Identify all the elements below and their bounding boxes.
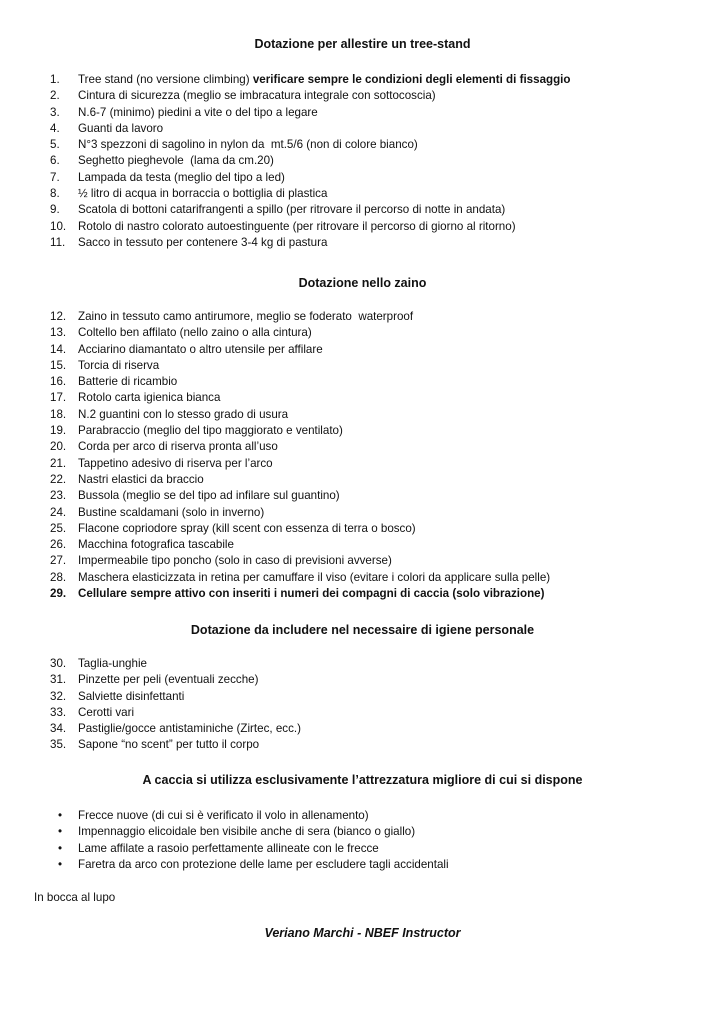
list-item — [50, 488, 710, 504]
list-item-text-plain: Taglia-unghie — [78, 657, 147, 670]
list-item-text-plain: Zaino in tessuto camo antirumore, meglio se foderato waterproof — [78, 310, 414, 323]
list-item-text-plain: Tree stand (no versione climbing) — [78, 73, 253, 86]
list-item-text — [78, 407, 288, 423]
signature: Veriano Marchi - NBEF Instructor — [264, 926, 461, 940]
list-item — [50, 137, 710, 153]
list-item-text — [78, 656, 147, 672]
bullet-item-text: Impennaggio elicoidale ben visibile anche di sera (bianco o giallo) — [78, 825, 416, 839]
list-item-text — [78, 505, 264, 521]
list-item — [50, 472, 710, 488]
list-item-number: 35. — [50, 738, 67, 752]
list-item-text — [78, 705, 134, 721]
bullet-item-text: Frecce nuove (di cui si è verificato il volo in allenamento) — [78, 809, 369, 822]
list-item-text — [78, 689, 184, 705]
list-item-text — [78, 721, 301, 737]
list-item-number: 19. — [50, 424, 67, 438]
list-item — [50, 72, 710, 88]
list-item-text-plain: Pastiglie/gocce antistaminiche (Zirtec, ecc.) — [78, 722, 301, 736]
list-item — [50, 105, 710, 121]
list-item-number: 30. — [50, 657, 67, 670]
list-item-text-plain: Tappetino adesivo di riserva per l’arco — [78, 456, 273, 470]
list-item — [50, 325, 710, 341]
list-item-text-plain: Cellulare sempre attivo con inseriti i numeri dei compagni di caccia (solo vibrazione) — [78, 587, 545, 601]
section-title-zaino: Dotazione nello zaino — [298, 276, 427, 290]
list-item-text — [78, 456, 273, 472]
list-item-number: 15. — [50, 358, 67, 372]
list-item — [50, 705, 710, 721]
list-item-number: 33. — [50, 705, 67, 719]
list-item — [50, 689, 710, 705]
list-item — [50, 121, 710, 137]
list-item-number: 18. — [50, 407, 67, 421]
list-item-number: 2. — [50, 89, 60, 103]
list-item-number: 32. — [50, 689, 67, 703]
list-item-text — [78, 235, 327, 251]
section-title-tree-stand: Dotazione per allestire un tree-stand — [254, 37, 471, 51]
list-item-text-plain: Parabraccio (meglio del tipo maggiorato e ventilato) — [78, 424, 343, 438]
list-item — [50, 537, 710, 553]
list-item-number: 12. — [50, 310, 67, 323]
list-item-text — [78, 202, 505, 218]
igiene-list — [50, 656, 710, 754]
list-item-number: 20. — [50, 440, 67, 454]
list-item-number: 10. — [50, 219, 67, 233]
list-item-text-plain: Batterie di ricambio — [78, 375, 178, 389]
list-item-number: 29. — [50, 587, 67, 601]
list-item-number: 31. — [50, 673, 67, 687]
list-item-text-plain: Impermeabile tipo poncho (solo in caso di previsioni avverse) — [78, 554, 392, 568]
list-item-number: 8. — [50, 187, 60, 201]
list-item-number: 5. — [50, 138, 60, 152]
list-item-text — [78, 105, 318, 121]
list-item-text-plain: Lampada da testa (meglio del tipo a led) — [78, 170, 285, 184]
list-item-text — [78, 170, 285, 186]
list-item-number: 27. — [50, 554, 67, 568]
list-item — [50, 737, 710, 753]
list-item — [50, 656, 710, 672]
list-item — [50, 390, 710, 406]
list-item — [50, 672, 710, 688]
list-item — [50, 586, 710, 602]
list-item-number: 23. — [50, 489, 67, 503]
list-item-text-bold: verificare sempre le condizioni degli elementi di fissaggio — [252, 73, 571, 86]
list-item — [50, 423, 710, 439]
list-item-text-plain: N°3 spezzoni di sagolino in nylon da mt.5/6 (non di colore bianco) — [78, 138, 418, 152]
bullet-item — [50, 841, 710, 857]
bullet-item — [50, 808, 710, 824]
list-item-number: 16. — [50, 375, 67, 389]
attrezzatura-bullet-list — [50, 808, 710, 873]
list-item-text-plain: Acciarino diamantato o altro utensile per affilare — [78, 342, 323, 356]
list-item-text-plain: Maschera elasticizzata in retina per camuffare il viso (evitare i colori da applicare sulla pelle) — [78, 570, 551, 584]
list-item — [50, 721, 710, 737]
list-item-number: 17. — [50, 391, 67, 405]
tree-stand-list — [50, 72, 710, 251]
list-item — [50, 170, 710, 186]
bullet-dot-icon: • — [58, 825, 63, 839]
list-item-text — [78, 72, 570, 88]
list-item-text-plain: Rotolo carta igienica bianca — [78, 391, 221, 405]
list-item-text — [78, 137, 418, 153]
bullet-item — [50, 824, 710, 840]
bullet-item-text: Faretra da arco con protezione delle lame per escludere tagli accidentali — [78, 857, 449, 871]
list-item-text-plain: Seghetto pieghevole (lama da cm.20) — [78, 154, 274, 168]
list-item-text — [78, 374, 177, 390]
list-item-number: 22. — [50, 472, 67, 486]
list-item — [50, 309, 710, 325]
list-item-text — [78, 153, 274, 169]
bullet-item-text: Lame affilate a rasoio perfettamente allineate con le frecce — [78, 841, 379, 855]
list-item-text — [78, 121, 163, 137]
list-item-number: 9. — [50, 203, 60, 217]
list-item-number: 24. — [50, 505, 67, 519]
list-item-number: 11. — [50, 235, 66, 249]
list-item-text-plain: Sacco in tessuto per contenere 3-4 kg di pastura — [78, 235, 328, 249]
list-item — [50, 219, 710, 235]
zaino-list — [50, 309, 710, 602]
list-item-number: 34. — [50, 722, 67, 736]
list-item — [50, 88, 710, 104]
list-item-number: 6. — [50, 154, 60, 168]
list-item-text-plain: Salviette disinfettanti — [78, 689, 185, 703]
closing-text: In bocca al lupo — [34, 891, 116, 904]
section-title-attrezzatura: A caccia si utilizza esclusivamente l’attrezzatura migliore di cui si dispone — [142, 773, 583, 787]
section-title-igiene: Dotazione da includere nel necessaire di igiene personale — [190, 623, 535, 637]
list-item — [50, 407, 710, 423]
list-item-number: 26. — [50, 538, 67, 552]
list-item-number: 4. — [50, 121, 60, 135]
list-item-text-plain: Bustine scaldamani (solo in inverno) — [78, 505, 265, 519]
list-item-text-plain: Corda per arco di riserva pronta all’uso — [78, 440, 278, 454]
list-item-text-plain: Macchina fotografica tascabile — [78, 538, 234, 552]
list-item — [50, 505, 710, 521]
list-item-text — [78, 423, 343, 439]
list-item — [50, 521, 710, 537]
list-item-text-plain: Nastri elastici da braccio — [78, 472, 204, 486]
list-item-number: 13. — [50, 326, 67, 340]
bullet-dot-icon: • — [58, 841, 63, 855]
list-item-text — [78, 488, 340, 504]
list-item-number: 14. — [50, 342, 67, 356]
list-item-text — [78, 358, 159, 374]
list-item-text — [78, 570, 550, 586]
bullet-item — [50, 857, 710, 873]
list-item-number: 21. — [50, 456, 67, 470]
list-item — [50, 202, 710, 218]
list-item — [50, 570, 710, 586]
list-item-text-plain: Sapone “no scent” per tutto il corpo — [78, 738, 260, 752]
list-item-text-plain: ½ litro di acqua in borraccia o bottiglia di plastica — [78, 187, 328, 201]
list-item-number: 28. — [50, 570, 67, 584]
list-item-text — [78, 342, 323, 358]
list-item-text — [78, 586, 544, 602]
list-item-text-plain: N.6-7 (minimo) piedini a vite o del tipo a legare — [78, 105, 318, 119]
list-item-text — [78, 521, 416, 537]
list-item-text-plain: Cerotti vari — [78, 705, 135, 719]
list-item-text-plain: Scatola di bottoni catarifrangenti a spillo (per ritrovare il percorso di notte in andata) — [78, 203, 506, 217]
list-item-text — [78, 325, 312, 341]
bullet-dot-icon: • — [58, 857, 63, 871]
list-item — [50, 235, 710, 251]
list-item-text — [78, 390, 220, 406]
list-item-text — [78, 219, 516, 235]
list-item — [50, 553, 710, 569]
list-item-text-plain: Flacone copriodore spray (kill scent con essenza di terra o bosco) — [78, 521, 416, 535]
list-item-text-plain: N.2 guantini con lo stesso grado di usura — [78, 407, 289, 421]
list-item-text — [78, 472, 204, 488]
list-item-number: 7. — [50, 170, 60, 184]
list-item — [50, 153, 710, 169]
list-item — [50, 358, 710, 374]
list-item-text — [78, 439, 278, 455]
list-item-text-plain: Cintura di sicurezza (meglio se imbracatura integrale con sottocoscia) — [78, 89, 436, 103]
list-item-text-plain: Coltello ben affilato (nello zaino o alla cintura) — [78, 326, 312, 340]
list-item-number: 3. — [50, 105, 60, 119]
list-item — [50, 456, 710, 472]
list-item — [50, 342, 710, 358]
list-item-text — [78, 88, 436, 104]
list-item — [50, 374, 710, 390]
list-item-text — [78, 553, 392, 569]
list-item — [50, 186, 710, 202]
list-item-number: 25. — [50, 521, 67, 535]
list-item-text — [78, 309, 413, 325]
list-item-text — [78, 672, 258, 688]
list-item-text-plain: Bussola (meglio se del tipo ad infilare sul guantino) — [78, 489, 340, 503]
list-item-text-plain: Guanti da lavoro — [78, 121, 164, 135]
list-item-text-plain: Torcia di riserva — [78, 358, 160, 372]
list-item-text — [78, 537, 234, 553]
list-item — [50, 439, 710, 455]
list-item-text — [78, 737, 259, 753]
list-item-number: 1. — [50, 73, 60, 86]
bullet-dot-icon: • — [58, 809, 63, 822]
list-item-text-plain: Pinzette per peli (eventuali zecche) — [78, 673, 259, 687]
list-item-text-plain: Rotolo di nastro colorato autoestinguente (per ritrovare il percorso di giorno al ritorno) — [78, 219, 516, 233]
list-item-text — [78, 186, 327, 202]
